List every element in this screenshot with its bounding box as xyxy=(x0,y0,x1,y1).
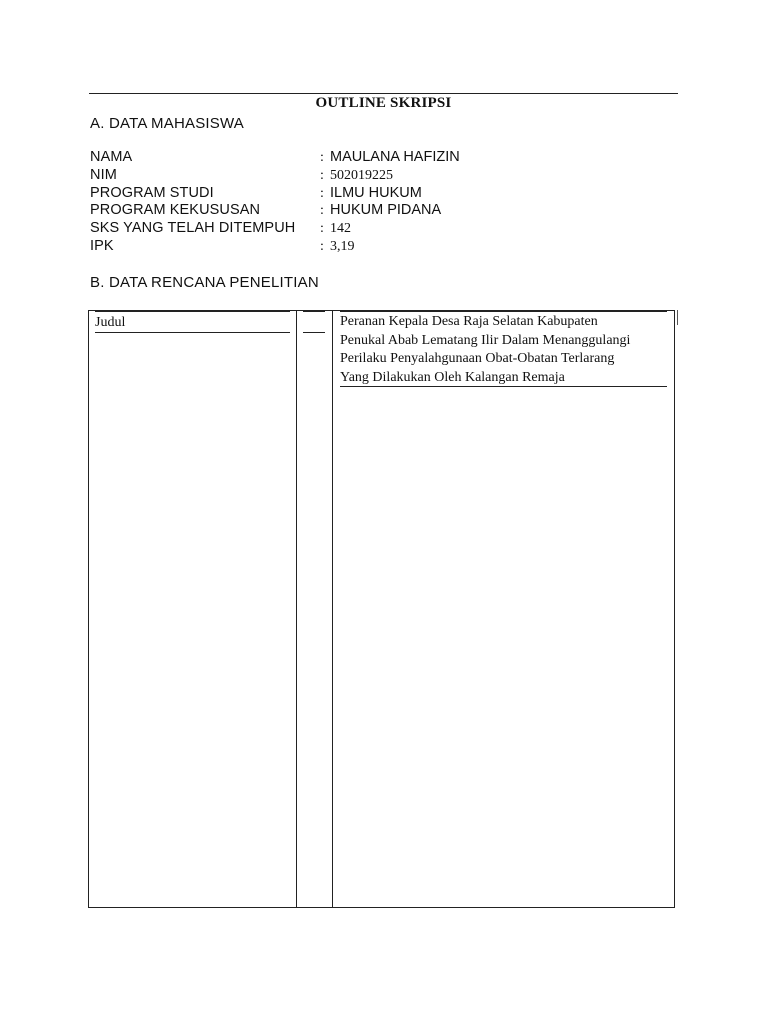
section-b-heading: B. DATA RENCANA PENELITIAN xyxy=(90,274,319,291)
title-underline xyxy=(340,386,667,387)
research-title-line: Yang Dilakukan Oleh Kalangan Remaja xyxy=(340,369,565,385)
column-divider xyxy=(332,311,333,907)
field-value: HUKUM PIDANA xyxy=(330,202,442,219)
cell-top-rule xyxy=(340,311,667,312)
field-separator: : xyxy=(320,167,324,183)
field-separator: : xyxy=(320,221,324,237)
judul-label: Judul xyxy=(95,315,126,330)
label-underline xyxy=(95,332,290,333)
section-a-heading: A. DATA MAHASISWA xyxy=(90,115,244,132)
row-nim xyxy=(90,167,650,185)
field-value: 502019225 xyxy=(330,167,393,183)
document-title: OUTLINE SKRIPSI xyxy=(315,95,452,111)
field-separator: : xyxy=(320,203,324,219)
field-value: 3,19 xyxy=(330,238,355,254)
research-title-line: Perilaku Penyalahgunaan Obat-Obatan Terlarang xyxy=(340,351,615,366)
field-value: ILMU HUKUM xyxy=(330,184,422,201)
field-value: MAULANA HAFIZIN xyxy=(330,149,460,165)
research-plan-table xyxy=(88,310,675,908)
field-separator: : xyxy=(320,150,324,165)
field-value: 142 xyxy=(330,221,351,237)
top-rule xyxy=(89,93,678,94)
research-title xyxy=(340,313,670,387)
cell-top-rule xyxy=(95,311,290,312)
field-separator: : xyxy=(320,185,324,201)
field-label: NAMA xyxy=(90,149,133,165)
row-ipk xyxy=(90,238,650,256)
table-edge-mark xyxy=(677,310,678,325)
field-separator: : xyxy=(320,238,324,254)
row-program-kekhususan xyxy=(90,202,650,220)
student-data-list xyxy=(90,149,650,256)
field-label: SKS YANG TELAH DITEMPUH xyxy=(90,220,296,237)
separator-underline xyxy=(303,332,325,333)
field-label: PROGRAM KEKUSUSAN xyxy=(90,202,261,219)
cell-top-rule xyxy=(303,311,325,312)
row-sks xyxy=(90,220,650,238)
research-title-line: Peranan Kepala Desa Raja Selatan Kabupaten xyxy=(340,314,598,329)
research-title-line: Penukal Abab Lematang Ilir Dalam Menanggulangi xyxy=(340,332,631,348)
column-divider xyxy=(296,311,297,907)
field-label: IPK xyxy=(90,237,114,254)
field-label: PROGRAM STUDI xyxy=(90,184,214,201)
row-program-studi xyxy=(90,185,650,203)
row-nama xyxy=(90,149,650,167)
field-label: NIM xyxy=(90,166,117,183)
